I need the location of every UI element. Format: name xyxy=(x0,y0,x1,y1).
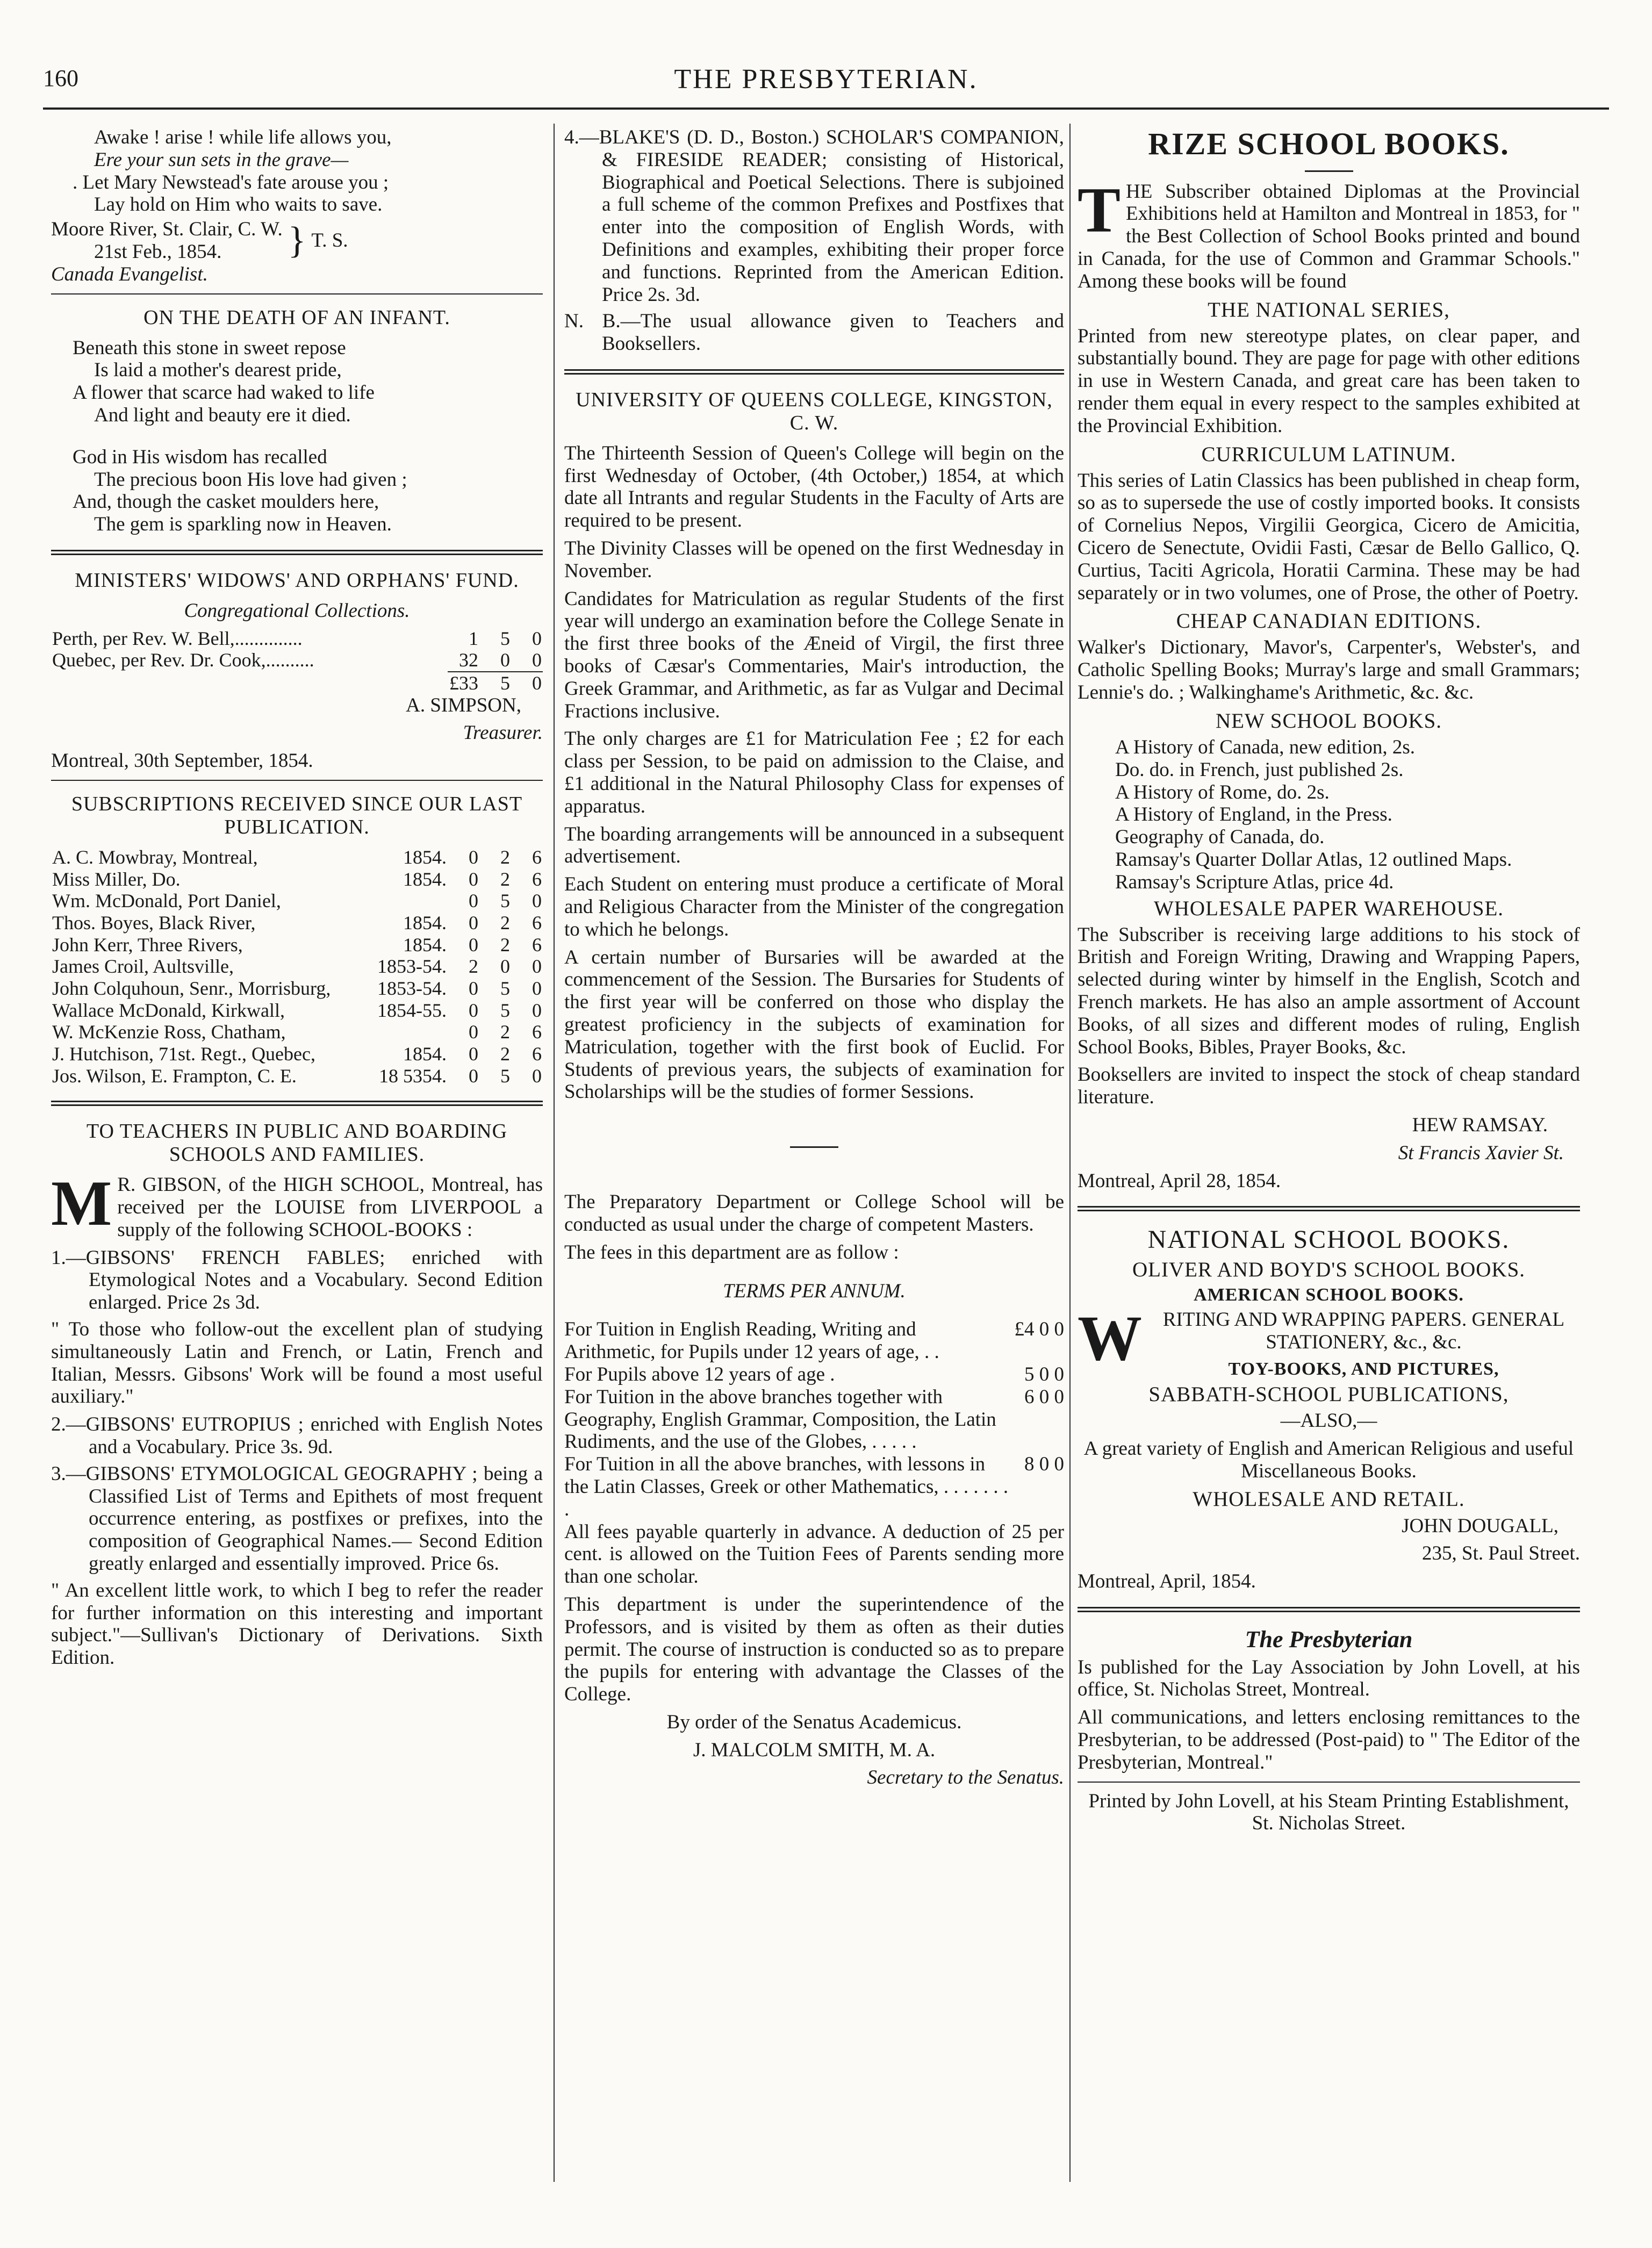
fee-amount: 5 0 0 xyxy=(1024,1363,1064,1385)
presbyterian-text: All communications, and letters enclosing remittances to the Presbyterian, to be addressed (Post-paid) to " The Editor of the Presbyterian, Montreal." xyxy=(1078,1706,1580,1773)
new-books-heading: NEW SCHOOL BOOKS. xyxy=(1215,709,1442,732)
list-item: Ramsay's Quarter Dollar Atlas, 12 outlined Maps. xyxy=(1115,848,1512,871)
subscriber-name: Jos. Wilson, E. Frampton, C. E. xyxy=(52,1065,297,1087)
running-head xyxy=(43,59,1609,110)
total-pounds: £33 xyxy=(448,672,479,694)
new-books-list xyxy=(1078,736,1580,894)
fee-row xyxy=(564,1453,1064,1520)
queens-title: UNIVERSITY OF QUEENS COLLEGE, KINGSTON, C. W. xyxy=(576,388,1053,434)
table-row xyxy=(51,846,543,868)
sabbath-heading: SABBATH-SCHOOL PUBLICATIONS, xyxy=(1148,1383,1509,1406)
warehouse-heading: WHOLESALE PAPER WAREHOUSE. xyxy=(1153,896,1504,920)
infant-title: ON THE DEATH OF AN INFANT. xyxy=(143,306,450,329)
subscriber-name: J. Hutchison, 71st. Regt., Quebec, xyxy=(52,1043,315,1065)
printer-line: Printed by John Lovell, at his Steam Printing Establishment, St. Nicholas Street. xyxy=(1088,1790,1569,1835)
table-row xyxy=(51,890,543,912)
pence: 0 xyxy=(532,627,542,649)
prep-paragraph: The Preparatory Department or College School will be conducted as usual under the charge of competent Masters. xyxy=(564,1191,1064,1236)
teachers-intro xyxy=(51,1167,543,1241)
subscription-year: 18 5354. xyxy=(379,1065,447,1087)
shillings: 5 xyxy=(500,1065,510,1087)
drop-cap: T xyxy=(1078,174,1121,246)
fee-desc: For Tuition in the above branches together with Geography, English Grammar, Composition, the Latin Rudiments, and the use of the Globes, . . . . . xyxy=(564,1385,996,1453)
book-quote: " An excellent little work, to which I beg to refer the reader for further information on this interesting and important subject."—Sullivan's Dictionary of Derivations. Sixth Edition. xyxy=(51,1579,543,1669)
book-quote: " To those who follow-out the excellent plan of studying simultaneously Latin and French, or Latin, French and Italian, Messrs. Gibsons' Work will be found a most useful auxiliary." xyxy=(51,1318,543,1408)
writing-text: RITING AND WRAPPING PAPERS. GENERAL STATIONERY, &c., &c. xyxy=(1162,1309,1565,1353)
fee-amount: £4 0 0 xyxy=(1014,1318,1064,1341)
queens-paragraph: A certain number of Bursaries will be awarded at the commencement of the Session. The Bursaries for Students of the first year will be conferred on those who display the greatest proficiency in the subjects of examination for Matriculation, together with the first book of Euclid. For Students of previous years, the subjects of examination for Scholarships will be the studies of former Sessions. xyxy=(564,946,1064,1103)
poem-line: Lay hold on Him who waits to save. xyxy=(94,193,383,216)
fee-row xyxy=(564,1363,1064,1386)
poem-awake xyxy=(51,126,543,286)
table-row xyxy=(51,956,543,978)
masthead-title: THE PRESBYTERIAN. xyxy=(674,64,978,95)
poem-line: Is laid a mother's dearest pride, xyxy=(94,359,342,382)
column-1 xyxy=(51,126,543,1675)
wholesale-heading: WHOLESALE AND RETAIL. xyxy=(1193,1488,1465,1511)
shillings: 2 xyxy=(500,1043,510,1065)
pounds: 0 xyxy=(469,999,478,1021)
poem-signature xyxy=(51,218,543,263)
table-row xyxy=(51,1043,543,1065)
table-row xyxy=(51,649,543,672)
drop-cap: W xyxy=(1078,1302,1142,1374)
pence: 6 xyxy=(532,1021,542,1043)
section-rule xyxy=(1078,1206,1580,1211)
subscription-year: 1853-54. xyxy=(377,956,447,978)
poem-date: 21st Feb., 1854. xyxy=(94,240,222,263)
poem-line: Awake ! arise ! while life allows you, xyxy=(94,126,392,148)
pence: 6 xyxy=(532,1043,542,1065)
table-row xyxy=(51,628,543,650)
curriculum-heading: CURRICULUM LATINUM. xyxy=(1201,442,1456,466)
subscriber-name: John Kerr, Three Rivers, xyxy=(52,933,243,956)
prize-title: RIZE SCHOOL BOOKS. xyxy=(1148,126,1510,161)
brace-glyph: } xyxy=(288,219,306,261)
table-row xyxy=(51,934,543,956)
fee-amount: 8 0 0 xyxy=(1024,1453,1064,1476)
pence: 0 xyxy=(532,890,542,912)
subscription-year: 1854. xyxy=(403,933,447,956)
subs-title: SUBSCRIPTIONS RECEIVED SINCE OUR LAST PUBLICATION. xyxy=(71,793,523,838)
pounds: 0 xyxy=(469,911,478,933)
shillings: 2 xyxy=(500,1021,510,1043)
national-series: THE NATIONAL SERIES, xyxy=(1208,298,1450,321)
fund-date: Montreal, 30th September, 1854. xyxy=(51,750,313,772)
prize-intro xyxy=(1078,174,1580,293)
divider xyxy=(1305,170,1353,172)
fee-row xyxy=(564,1318,1064,1363)
subscriber-name: W. McKenzie Ross, Chatham, xyxy=(52,1021,286,1043)
column-2 xyxy=(564,126,1064,1794)
ramsay-address: St Francis Xavier St. xyxy=(1398,1141,1564,1164)
fund-label: Perth, per Rev. W. Bell,.............. xyxy=(52,627,303,649)
poem-place: Moore River, St. Clair, C. W. xyxy=(51,218,283,241)
queens-paragraph: Candidates for Matriculation as regular Students of the first year will undergo an examination before the College Senate in the first three books of the Æneid of Virgil, the first three books of Cæsar's Commentaries, Mair's introduction, the Greek Grammar, and Arithmetic, as far as Vulgar and Decimal Fractions inclusive. xyxy=(564,587,1064,722)
list-item: Do. do. in French, just published 2s. xyxy=(1115,758,1404,781)
fees-paragraph: All fees payable quarterly in advance. A deduction of 25 per cent. is allowed on the Tuition Fees of Parents sending more than one scholar. xyxy=(564,1520,1064,1588)
prize-intro-text: HE Subscriber obtained Diplomas at the Provincial Exhibitions held at Hamilton and Montreal in 1853, for " the Best Collection of School Books printed and bound in Canada, for the use of Common and Grammar Schools." Among these books will be found xyxy=(1078,180,1580,292)
teachers-intro-text: R. GIBSON, of the HIGH SCHOOL, Montreal, has received per the LOUISE from LIVERPOOL a supply of the following SCHOOL-BOOKS : xyxy=(117,1174,543,1241)
teachers-title: TO TEACHERS IN PUBLIC AND BOARDING SCHOOLS AND FAMILIES. xyxy=(86,1120,508,1166)
book-item: 1.—GIBSONS' FRENCH FABLES; enriched with Etymological Notes and a Vocabulary. Second Edition enlarged. Price 2s 3d. xyxy=(51,1246,543,1314)
toy-heading: TOY-BOOKS, AND PICTURES, xyxy=(1228,1359,1499,1379)
poem-line: The precious boon His love had given ; xyxy=(94,468,407,491)
oliver-heading: OLIVER AND BOYD'S SCHOOL BOOKS. xyxy=(1132,1258,1526,1281)
pence: 6 xyxy=(532,933,542,956)
list-item: Geography of Canada, do. xyxy=(1115,826,1325,849)
list-item: A History of England, in the Press. xyxy=(1115,803,1392,826)
shillings: 5 xyxy=(500,627,510,649)
subscription-year: 1854. xyxy=(403,1043,447,1065)
pounds: 0 xyxy=(469,1065,478,1087)
subscriber-name: John Colquhoun, Senr., Morrisburg, xyxy=(52,977,331,999)
pounds: 2 xyxy=(469,956,478,978)
poem-line: God in His wisdom has recalled xyxy=(73,446,327,468)
table-row xyxy=(51,912,543,934)
presbyterian-masthead: The Presbyterian xyxy=(1245,1626,1413,1653)
drop-cap: M xyxy=(51,1167,112,1239)
book-item: 2.—GIBSONS' EUTROPIUS ; enriched with English Notes and a Vocabulary. Price 3s. 9d. xyxy=(51,1413,543,1458)
subscriptions-table xyxy=(51,846,543,1087)
pence: 0 xyxy=(532,999,542,1021)
column-divider xyxy=(554,124,555,2182)
signer: J. MALCOLM SMITH, M. A. xyxy=(693,1739,936,1761)
nb-note: N. B.—The usual allowance given to Teachers and Booksellers. xyxy=(564,310,1064,355)
order-line: By order of the Senatus Academicus. xyxy=(666,1711,962,1733)
column-divider xyxy=(1069,124,1071,2182)
subscription-year: 1853-54. xyxy=(377,977,447,999)
subscriber-name: Miss Miller, Do. xyxy=(52,868,181,890)
cheap-heading: CHEAP CANADIAN EDITIONS. xyxy=(1176,609,1482,633)
shillings: 2 xyxy=(500,911,510,933)
pence: 0 xyxy=(532,956,542,978)
poem-line: Ere your sun sets in the grave— xyxy=(94,148,349,171)
american-heading: AMERICAN SCHOOL BOOKS. xyxy=(1194,1284,1464,1305)
shillings: 2 xyxy=(500,846,510,868)
subscriber-name: Wm. McDonald, Port Daniel, xyxy=(52,890,281,912)
book-item: 3.—GIBSONS' ETYMOLOGICAL GEOGRAPHY ; being a Classified List of Terms and Epithets of most frequent occurrence entering, as postfixes or prefixes, into the composition of Geographical Names.— Second Edition greatly enlarged and essentially improved. Price 6s. xyxy=(51,1462,543,1575)
dougall-signer: JOHN DOUGALL, xyxy=(1402,1514,1558,1537)
pence: 0 xyxy=(532,1065,542,1087)
total-pence: 0 xyxy=(511,672,543,694)
divider xyxy=(1078,1782,1580,1783)
shillings: 2 xyxy=(500,933,510,956)
dougall-date: Montreal, April, 1854. xyxy=(1078,1570,1256,1593)
poem-line: . Let Mary Newstead's fate arouse you ; xyxy=(73,171,389,193)
poem-source: Canada Evangelist. xyxy=(51,263,208,285)
booksellers-text: Booksellers are invited to inspect the stock of cheap standard literature. xyxy=(1078,1064,1580,1109)
shillings: 5 xyxy=(500,999,510,1021)
shillings: 2 xyxy=(500,868,510,890)
table-row xyxy=(51,978,543,1000)
warehouse-text: The Subscriber is receiving large additions to his stock of British and Foreign Writing, Drawing and Wrapping Papers, selected during winter by himself in the English, Scotch and French markets. He has also an ample assortment of Account Books, of all sizes and different modes of ruling, English School Books, Bibles, Prayer Books, &c. xyxy=(1078,923,1580,1058)
pounds: 0 xyxy=(469,977,478,999)
also-line: —ALSO,— xyxy=(1280,1410,1377,1432)
fund-table xyxy=(51,628,543,694)
pence: 0 xyxy=(532,977,542,999)
subscriber-name: Wallace McDonald, Kirkwall, xyxy=(52,999,285,1021)
pounds: 1 xyxy=(469,627,478,649)
national-title: NATIONAL SCHOOL BOOKS. xyxy=(1147,1225,1510,1254)
poem-infant xyxy=(51,337,543,536)
poem-line: Beneath this stone in sweet repose xyxy=(73,336,346,359)
ramsay-date: Montreal, April 28, 1854. xyxy=(1078,1169,1281,1192)
subscriber-name: A. C. Mowbray, Montreal, xyxy=(52,846,258,868)
list-item: A History of Canada, new edition, 2s. xyxy=(1115,736,1415,758)
subscriber-name: James Croil, Aultsville, xyxy=(52,956,234,978)
table-row xyxy=(51,868,543,890)
variety-text: A great variety of English and American Religious and useful Miscellaneous Books. xyxy=(1083,1437,1574,1482)
poem-line: A flower that scarce had waked to life xyxy=(73,382,375,404)
poem-line: And light and beauty ere it died. xyxy=(94,404,351,426)
divider xyxy=(790,1146,838,1148)
fee-desc: For Pupils above 12 years of age . xyxy=(564,1363,835,1385)
shillings: 5 xyxy=(500,890,510,912)
table-row xyxy=(51,1021,543,1043)
fee-list xyxy=(564,1318,1064,1520)
fee-desc: For Tuition in English Reading, Writing and Arithmetic, for Pupils under 12 years of age, . . xyxy=(564,1318,939,1363)
fund-signer: A. SIMPSON, xyxy=(406,694,521,716)
page-number: 160 xyxy=(43,65,78,91)
list-item: Ramsay's Scripture Atlas, price 4d. xyxy=(1115,871,1394,893)
subscription-year: 1854-55. xyxy=(377,999,447,1021)
presbyterian-text: Is published for the Lay Association by John Lovell, at his office, St. Nicholas Street, Montreal. xyxy=(1078,1656,1580,1701)
column-3 xyxy=(1078,126,1580,1840)
subscription-year: 1854. xyxy=(403,846,447,868)
queens-paragraph: The only charges are £1 for Matriculation Fee ; £2 for each class per Session, to be paid on admission to the Claise, and £1 additional in the Natural Philosophy Class for expenses of apparatus. xyxy=(564,728,1064,817)
poem-line: The gem is sparkling now in Heaven. xyxy=(94,513,392,536)
fee-amount: 6 0 0 xyxy=(1024,1385,1064,1408)
section-rule xyxy=(1078,1607,1580,1612)
fee-desc: For Tuition in all the above branches, with lessons in the Latin Classes, Greek or other Mathematics, . . . . . . . . xyxy=(564,1453,1009,1520)
fees-paragraph: This department is under the superintendence of the Professors, and is visited by them as often as their duties permit. The course of instruction is conducted so as to prepare the pupils for entering with advantage the Classes of the College. xyxy=(564,1593,1064,1706)
table-row-total xyxy=(51,672,543,694)
terms-title: TERMS PER ANNUM. xyxy=(723,1280,906,1302)
table-row xyxy=(51,1000,543,1022)
shillings: 5 xyxy=(500,977,510,999)
curriculum-text: This series of Latin Classics has been published in cheap form, so as to supersede the use of costly imported books. It consists of Cornelius Nepos, Virgilii Georgica, Cicero de Amicitia, Cicero de Senectute, Ovidii Fasti, Cæsar de Bello Gallico, Q. Curtius, Taciti Agricola, Horatii Carmina. These may be had separately or in two volumes, one of Prose, the other of Poetry. xyxy=(1078,469,1580,604)
fund-title: MINISTERS' WIDOWS' AND ORPHANS' FUND. xyxy=(75,569,519,592)
poem-line: And, though the casket moulders here, xyxy=(73,491,379,513)
pounds: 0 xyxy=(469,933,478,956)
subscription-year xyxy=(343,890,448,912)
pounds: 0 xyxy=(469,846,478,868)
dougall-address: 235, St. Paul Street. xyxy=(1422,1542,1580,1565)
pounds: 0 xyxy=(469,868,478,890)
fund-label: Quebec, per Rev. Dr. Cook,.......... xyxy=(52,649,314,671)
section-rule xyxy=(51,550,543,555)
national-text: Printed from new stereotype plates, on clear paper, and substantially bound. They are page for page with other editions in use in Western Canada, and great care has been taken to render them equal in every respect to the samples exhibited at the Provincial Exhibition. xyxy=(1078,325,1580,437)
fund-subtitle: Congregational Collections. xyxy=(184,599,410,622)
pounds: 0 xyxy=(469,1043,478,1065)
shillings: 0 xyxy=(500,649,510,671)
queens-paragraph: The boarding arrangements will be announced in a subsequent advertisement. xyxy=(564,823,1064,868)
book-item: 4.—BLAKE'S (D. D., Boston.) SCHOLAR'S COMPANION, & FIRESIDE READER; consisting of Historical, Biographical and Poetical Selections. There is subjoined a full scheme of the common Prefixes and Postfixes that enter into the composition of English Words, with Definitions and examples, exhibiting their proper force and functions. Reprinted from the American Edition. Price 2s. 3d. xyxy=(564,126,1064,306)
pounds: 0 xyxy=(469,890,478,912)
pence: 6 xyxy=(532,846,542,868)
cheap-text: Walker's Dictionary, Mavor's, Carpenter's, Webster's, and Catholic Spelling Books; Murray's large and small Grammars; Lennie's do. ; Walkinghame's Arithmetic, &c. &c. xyxy=(1078,636,1580,704)
shillings: 0 xyxy=(500,956,510,978)
table-row xyxy=(51,1065,543,1087)
pounds: 0 xyxy=(469,1021,478,1043)
prep-paragraph: The fees in this department are as follow : xyxy=(564,1241,899,1263)
queens-paragraph: Each Student on entering must produce a certificate of Moral and Religious Character from the Minister of the congregation to which he belongs. xyxy=(564,873,1064,940)
ramsay-signer: HEW RAMSAY. xyxy=(1412,1114,1548,1136)
poem-initials: T. S. xyxy=(311,229,348,252)
pounds: 32 xyxy=(459,649,478,671)
subscription-year: 1854. xyxy=(403,868,447,890)
fee-row xyxy=(564,1386,1064,1453)
section-rule xyxy=(564,369,1064,375)
divider xyxy=(51,780,543,781)
list-item: A History of Rome, do. 2s. xyxy=(1115,781,1330,803)
pence: 6 xyxy=(532,911,542,933)
pence: 6 xyxy=(532,868,542,890)
signer-title: Secretary to the Senatus. xyxy=(867,1766,1064,1789)
subscription-year xyxy=(343,1021,448,1043)
fund-signer-title: Treasurer. xyxy=(463,722,543,744)
queens-paragraph: The Divinity Classes will be opened on the first Wednesday in November. xyxy=(564,537,1064,582)
subscriber-name: Thos. Boyes, Black River, xyxy=(52,911,256,933)
total-shillings: 5 xyxy=(479,672,511,694)
subscription-year: 1854. xyxy=(403,911,447,933)
pence: 0 xyxy=(532,649,542,671)
queens-paragraph: The Thirteenth Session of Queen's College will begin on the first Wednesday of October, (4th October,) 1854, at which date all Intrants and regular Students in the Faculty of Arts are required to be present. xyxy=(564,442,1064,532)
divider xyxy=(51,293,543,295)
section-rule xyxy=(51,1101,543,1106)
